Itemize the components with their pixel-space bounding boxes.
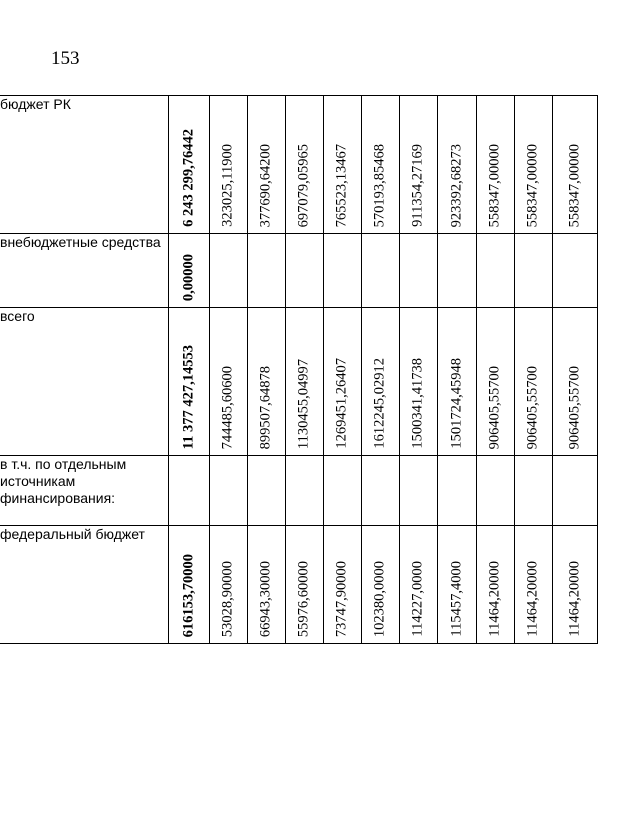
year-value: 899507,64878 — [257, 365, 274, 449]
value-cell — [437, 526, 476, 644]
value-cell — [552, 234, 597, 308]
value-cell — [361, 96, 399, 234]
row-label: всего — [0, 308, 168, 456]
table-row — [0, 308, 597, 456]
budget-table — [0, 95, 598, 644]
value-cell — [247, 526, 285, 644]
year-value: 558347,00000 — [486, 143, 503, 227]
year-value: 765523,13467 — [333, 143, 350, 227]
value-cell — [476, 456, 514, 526]
value-cell — [437, 96, 476, 234]
value-cell — [552, 96, 597, 234]
year-value: 1130455,04997 — [295, 358, 312, 449]
table-row — [0, 456, 597, 526]
year-value: 115457,4000 — [448, 561, 464, 637]
value-cell — [323, 96, 361, 234]
value-cell — [514, 456, 552, 526]
table-row — [0, 234, 597, 308]
value-cell — [437, 456, 476, 526]
value-cell — [361, 308, 399, 456]
value-cell — [399, 234, 437, 308]
value-cell — [437, 308, 476, 456]
year-value: 11464,20000 — [524, 561, 541, 637]
value-cell — [247, 234, 285, 308]
value-cell — [168, 234, 209, 308]
year-value: 102380,0000 — [371, 560, 388, 637]
value-cell — [552, 526, 597, 644]
year-value: 377690,64200 — [257, 143, 274, 227]
value-cell — [514, 308, 552, 456]
row-label: бюджет РК — [0, 96, 168, 234]
value-cell — [476, 96, 514, 234]
value-cell — [168, 308, 209, 456]
value-cell — [209, 96, 247, 234]
year-value: 744485,60600 — [219, 365, 236, 449]
table-row — [0, 526, 597, 644]
year-value: 558347,00000 — [566, 143, 582, 227]
year-value: 11464,20000 — [486, 561, 503, 637]
value-cell — [552, 308, 597, 456]
year-value: 53028,90000 — [219, 560, 236, 637]
value-cell — [514, 234, 552, 308]
year-value: 114227,0000 — [409, 561, 426, 637]
value-cell — [476, 526, 514, 644]
value-cell — [361, 456, 399, 526]
value-cell — [285, 526, 323, 644]
value-cell — [168, 456, 209, 526]
value-cell — [399, 526, 437, 644]
year-value: 906405,55700 — [524, 365, 541, 449]
year-value: 570193,85468 — [371, 143, 388, 227]
year-value: 323025,11900 — [219, 144, 236, 227]
year-value: 1501724,45948 — [448, 358, 464, 449]
value-cell — [399, 456, 437, 526]
value-cell — [209, 234, 247, 308]
value-cell — [437, 234, 476, 308]
value-cell — [476, 234, 514, 308]
year-value: 697079,05965 — [295, 143, 312, 227]
value-cell — [476, 308, 514, 456]
value-cell — [361, 234, 399, 308]
value-cell — [399, 308, 437, 456]
value-cell — [209, 526, 247, 644]
total-value: 11 377 427,14553 — [180, 344, 196, 449]
year-value: 66943,30000 — [257, 560, 274, 637]
value-cell — [361, 526, 399, 644]
row-label: в т.ч. по отдельным источникам финансирования: — [0, 456, 168, 526]
value-cell — [323, 234, 361, 308]
year-value: 1500341,41738 — [409, 358, 426, 449]
table-row — [0, 96, 597, 234]
value-cell — [514, 526, 552, 644]
year-value: 906405,55700 — [486, 365, 503, 449]
value-cell — [285, 456, 323, 526]
total-value: 6 243 299,76442 — [180, 129, 196, 227]
row-label: федеральный бюджет — [0, 526, 168, 644]
year-value: 558347,00000 — [524, 143, 541, 227]
year-value: 55976,60000 — [295, 560, 312, 637]
value-cell — [323, 308, 361, 456]
value-cell — [209, 308, 247, 456]
year-value: 73747,90000 — [333, 560, 350, 637]
value-cell — [323, 526, 361, 644]
value-cell — [168, 526, 209, 644]
value-cell — [247, 456, 285, 526]
value-cell — [552, 456, 597, 526]
year-value: 906405,55700 — [566, 365, 582, 449]
value-cell — [247, 308, 285, 456]
year-value: 1269451,26407 — [333, 358, 350, 449]
year-value: 11464,20000 — [566, 561, 582, 637]
value-cell — [285, 234, 323, 308]
value-cell — [209, 456, 247, 526]
value-cell — [168, 96, 209, 234]
total-value: 616153,70000 — [180, 553, 196, 637]
value-cell — [399, 96, 437, 234]
year-value: 1612245,02912 — [371, 358, 388, 449]
year-value: 923392,68273 — [448, 143, 464, 227]
value-cell — [285, 308, 323, 456]
row-label: внебюджетные средства — [0, 234, 168, 308]
page-number: 153 — [51, 48, 80, 69]
value-cell — [285, 96, 323, 234]
value-cell — [323, 456, 361, 526]
total-value: 0,00000 — [180, 253, 196, 301]
value-cell — [514, 96, 552, 234]
value-cell — [247, 96, 285, 234]
year-value: 911354,27169 — [409, 144, 426, 227]
